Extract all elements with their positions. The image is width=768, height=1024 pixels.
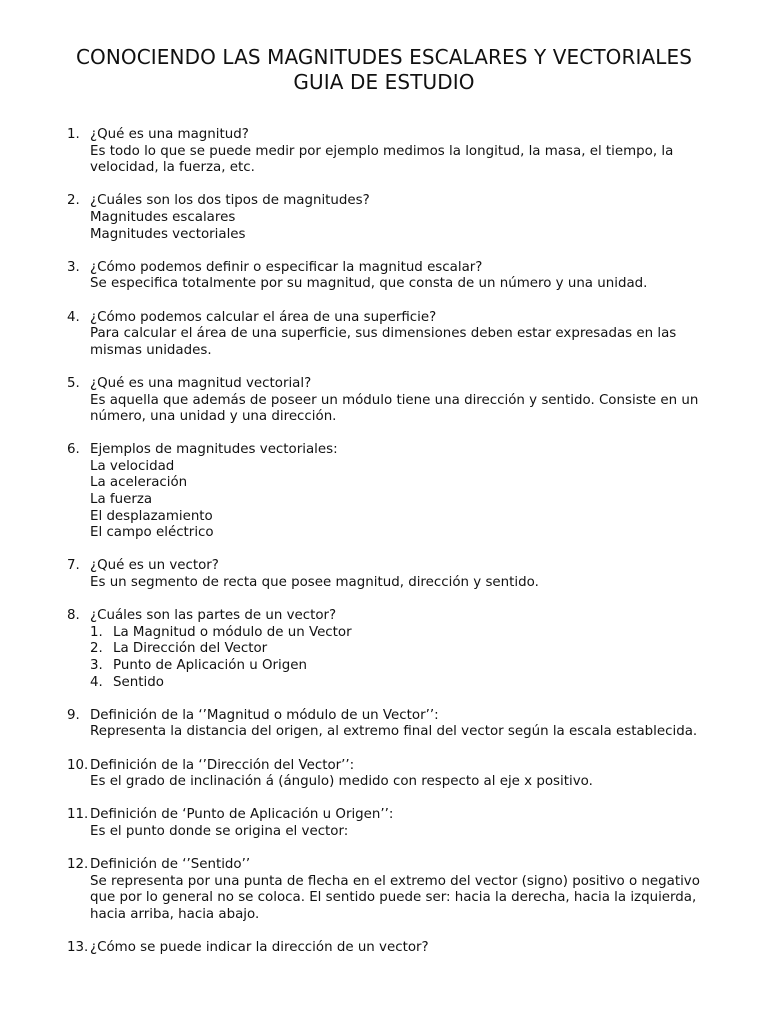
question-text: ¿Cuáles son las partes de un vector?: [90, 608, 337, 624]
question-text: ¿Cuáles son los dos tipos de magnitudes?: [90, 193, 370, 209]
sub-item-text: La Magnitud o módulo de un Vector: [113, 624, 352, 640]
sub-list-item: [90, 658, 737, 675]
answer-line: Magnitudes escalares: [90, 209, 236, 225]
item-number: 6.: [67, 442, 80, 458]
answer-line: Es el punto donde se origina el vector:: [90, 823, 349, 839]
answer-line: Se representa por una punta de flecha en el extremo del vector (signo) positivo o negativo: [90, 873, 700, 889]
sub-list-item: [90, 675, 737, 692]
item-number: 4.: [67, 309, 80, 325]
answer-line: Es un segmento de recta que posee magnitud, dirección y sentido.: [90, 575, 539, 591]
sub-item-text: Punto de Aplicación u Origen: [113, 658, 307, 673]
item-number: 3.: [67, 259, 80, 275]
answer-line: La fuerza: [90, 492, 153, 508]
answer-line: El desplazamiento: [90, 508, 213, 524]
question-text: Definición de ‘Punto de Aplicación u Origen’’:: [90, 807, 394, 823]
sub-item-number: 1.: [90, 624, 103, 640]
item-number: 2.: [67, 193, 80, 209]
sub-item-text: La Dirección del Vector: [113, 641, 268, 657]
answer-line: número, una unidad y una dirección.: [90, 409, 337, 425]
question-text: Definición de ‘’Sentido’’: [90, 857, 251, 873]
answer-line: La aceleración: [90, 475, 188, 491]
answer-line: Magnitudes vectoriales: [90, 226, 246, 242]
item-number: 7.: [67, 558, 80, 574]
question-text: ¿Qué es una magnitud?: [90, 127, 249, 142]
list-item: [67, 608, 737, 691]
answer-line: mismas unidades.: [90, 342, 212, 358]
item-number: 12.: [67, 857, 89, 873]
question-text: ¿Cómo podemos definir o especificar la magnitud escalar?: [90, 259, 483, 275]
answer-line: Representa la distancia del origen, al extremo final del vector según la escala establecida.: [90, 724, 698, 740]
title-line-2: GUIA DE ESTUDIO: [293, 70, 475, 94]
answer-line: Es aquella que además de poseer un módulo tiene una dirección y sentido. Consiste en un: [90, 392, 699, 408]
list-item: [67, 260, 737, 293]
list-item: [67, 558, 737, 591]
item-number: 5.: [67, 375, 80, 391]
question-text: Definición de la ‘’Magnitud o módulo de un Vector’’:: [90, 707, 439, 723]
question-text: Ejemplos de magnitudes vectoriales:: [90, 442, 338, 458]
question-text: ¿Qué es una magnitud vectorial?: [90, 375, 312, 391]
list-item: [67, 758, 737, 791]
sub-item-number: 3.: [90, 658, 103, 673]
answer-line: que por lo general no se coloca. El sentido puede ser: hacia la derecha, hacia la izquierda,: [90, 890, 697, 906]
item-number: 9.: [67, 707, 80, 723]
document-title: [0, 45, 768, 95]
item-number: 10.: [67, 757, 89, 773]
answer-line: El campo eléctrico: [90, 525, 214, 541]
sub-item-text: Sentido: [113, 674, 164, 690]
question-text: ¿Qué es un vector?: [90, 558, 219, 574]
item-number: 8.: [67, 608, 80, 624]
answer-line: Para calcular el área de una superficie, sus dimensiones deben estar expresadas en las: [90, 326, 677, 342]
list-item: [67, 807, 737, 840]
question-text: ¿Cómo se puede indicar la dirección de un vector?: [90, 940, 429, 956]
list-item: [67, 127, 737, 177]
question-list: [67, 127, 737, 973]
question-text: Definición de la ‘’Dirección del Vector’’:: [90, 757, 355, 773]
answer-line: hacia arriba, hacia abajo.: [90, 906, 260, 922]
list-item: [67, 310, 737, 360]
list-item: [67, 857, 737, 923]
answer-line: La velocidad: [90, 458, 175, 474]
question-text: ¿Cómo podemos calcular el área de una superficie?: [90, 309, 437, 325]
list-item: [67, 442, 737, 542]
answer-line: Es el grado de inclinación á (ángulo) medido con respecto al eje x positivo.: [90, 774, 593, 790]
answer-line: Es todo lo que se puede medir por ejemplo medimos la longitud, la masa, el tiempo, la: [90, 143, 674, 159]
item-number: 1.: [67, 127, 80, 142]
sub-list-item: [90, 641, 737, 658]
item-number: 11.: [67, 807, 89, 823]
sub-item-number: 2.: [90, 641, 103, 657]
list-item: [67, 940, 737, 957]
title-line-1: CONOCIENDO LAS MAGNITUDES ESCALARES Y VECTORIALES: [75, 45, 693, 69]
list-item: [67, 376, 737, 426]
answer-line: Se especifica totalmente por su magnitud, que consta de un número y una unidad.: [90, 276, 648, 292]
sub-item-number: 4.: [90, 674, 103, 690]
sub-list-item: [90, 625, 737, 642]
list-item: [67, 708, 737, 741]
item-number: 13.: [67, 940, 89, 956]
list-item: [67, 193, 737, 243]
answer-line: velocidad, la fuerza, etc.: [90, 160, 255, 176]
